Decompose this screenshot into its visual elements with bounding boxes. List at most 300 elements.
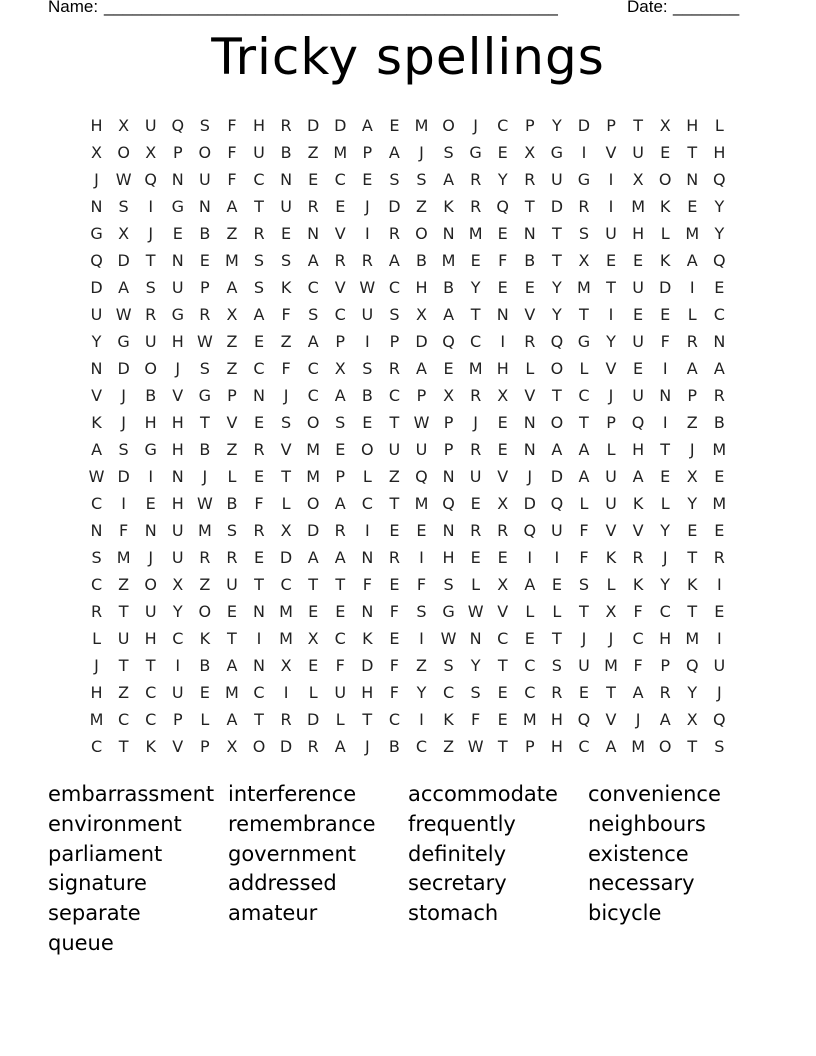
grid-letter: H <box>144 629 157 648</box>
grid-letter: C <box>145 683 157 702</box>
word-bank-item: interference <box>228 782 357 806</box>
grid-letter: R <box>307 737 319 756</box>
grid-letter: F <box>389 656 399 675</box>
grid-letter: P <box>362 143 373 162</box>
grid-letter: T <box>551 629 562 648</box>
grid-letter: L <box>552 602 562 621</box>
grid-letter: N <box>496 305 509 324</box>
grid-letter: K <box>443 710 454 729</box>
word-bank-item: separate <box>48 901 141 926</box>
grid-letter: K <box>280 278 292 297</box>
grid-letter: K <box>362 629 373 648</box>
grid-letter: T <box>389 494 400 513</box>
grid-row <box>83 274 733 301</box>
grid-letter: T <box>687 602 698 621</box>
grid-letter: L <box>579 359 589 378</box>
grid-letter: J <box>283 386 289 405</box>
grid-letter: F <box>227 143 237 162</box>
grid-letter: C <box>307 359 319 378</box>
grid-letter: O <box>144 575 157 594</box>
grid-letter: U <box>361 305 374 324</box>
grid-letter: I <box>419 548 424 567</box>
grid-row <box>83 328 733 355</box>
grid-letter: S <box>443 143 454 162</box>
grid-letter: E <box>172 224 183 243</box>
grid-letter: T <box>308 575 319 594</box>
grid-letter: C <box>118 710 130 729</box>
grid-letter: N <box>307 224 320 243</box>
grid-letter: C <box>632 629 644 648</box>
grid-letter: F <box>633 602 643 621</box>
grid-letter: P <box>172 710 183 729</box>
name-label: Name: <box>48 0 99 16</box>
grid-letter: X <box>659 116 671 135</box>
grid-letter: X <box>118 116 130 135</box>
grid-letter: N <box>198 197 211 216</box>
grid-letter: N <box>171 251 184 270</box>
grid-letter: E <box>389 521 400 540</box>
grid-letter: A <box>334 548 346 567</box>
grid-letter: Q <box>713 710 726 729</box>
grid-letter: A <box>686 251 698 270</box>
grid-letter: V <box>334 278 346 297</box>
grid-letter: P <box>200 278 210 297</box>
grid-letter: D <box>550 467 564 486</box>
grid-letter: M <box>631 197 645 216</box>
grid-letter: V <box>497 467 509 486</box>
grid-letter: X <box>497 575 509 594</box>
grid-letter: Z <box>307 143 319 162</box>
grid-letter: U <box>171 278 184 297</box>
grid-letter: Q <box>713 251 726 270</box>
grid-letter: C <box>145 710 157 729</box>
grid-letter: N <box>253 656 265 675</box>
grid-letter: S <box>335 413 346 432</box>
page-title: Tricky spellings <box>211 28 605 86</box>
grid-letter: I <box>716 575 722 594</box>
grid-letter: C <box>280 575 292 594</box>
grid-letter: S <box>145 278 156 297</box>
grid-letter: O <box>198 143 212 162</box>
word-bank-item: frequently <box>408 811 516 836</box>
grid-letter: V <box>172 737 184 756</box>
grid-letter: O <box>442 116 455 135</box>
grid-letter: A <box>307 548 319 567</box>
grid-letter: T <box>606 683 616 702</box>
grid-letter: R <box>226 548 238 567</box>
grid-row <box>83 706 733 733</box>
grid-letter: Y <box>551 278 562 297</box>
grid-letter: S <box>551 656 562 675</box>
grid-letter: W <box>88 467 105 486</box>
grid-letter: S <box>578 224 590 243</box>
grid-letter: N <box>361 602 374 621</box>
grid-letter: O <box>117 143 130 162</box>
grid-letter: A <box>632 683 644 702</box>
grid-letter: J <box>689 440 695 459</box>
grid-letter: P <box>443 413 454 432</box>
grid-letter: S <box>443 575 454 594</box>
grid-row <box>83 625 733 652</box>
grid-letter: A <box>226 278 238 297</box>
grid-letter: J <box>473 413 478 432</box>
grid-letter: G <box>198 386 212 405</box>
grid-letter: R <box>470 440 482 459</box>
grid-row <box>83 598 733 625</box>
grid-letter: L <box>606 440 616 459</box>
grid-letter: R <box>497 521 509 540</box>
grid-letter: D <box>117 251 130 270</box>
grid-letter: A <box>578 440 590 459</box>
grid-letter: C <box>388 386 400 405</box>
grid-letter: J <box>635 710 641 729</box>
grid-letter: J <box>608 386 614 405</box>
grid-letter: Q <box>171 116 185 135</box>
grid-letter: D <box>415 332 428 351</box>
grid-letter: H <box>361 683 374 702</box>
grid-letter: V <box>172 386 184 405</box>
grid-letter: U <box>551 521 563 540</box>
grid-letter: H <box>713 143 726 162</box>
grid-letter: V <box>524 305 536 324</box>
grid-letter: Y <box>470 278 481 297</box>
grid-letter: T <box>497 656 508 675</box>
grid-letter: U <box>713 656 726 675</box>
grid-letter: H <box>686 116 699 135</box>
grid-letter: R <box>334 251 346 270</box>
grid-letter: H <box>550 710 563 729</box>
grid-letter: R <box>253 440 265 459</box>
grid-letter: E <box>389 575 400 594</box>
grid-letter: I <box>419 629 424 648</box>
grid-letter: X <box>497 494 509 513</box>
grid-letter: F <box>254 494 264 513</box>
grid-letter: X <box>443 386 455 405</box>
grid-letter: T <box>118 737 129 756</box>
grid-letter: W <box>413 413 430 432</box>
grid-letter: X <box>605 602 617 621</box>
grid-letter: U <box>551 170 563 189</box>
grid-letter: I <box>581 143 587 162</box>
grid-letter: Y <box>551 305 562 324</box>
grid-letter: A <box>226 656 238 675</box>
grid-letter: N <box>523 440 536 459</box>
grid-letter: N <box>442 521 455 540</box>
grid-letter: T <box>606 278 616 297</box>
grid-letter: T <box>227 629 237 648</box>
grid-letter: X <box>280 521 292 540</box>
grid-letter: T <box>687 548 698 567</box>
grid-letter: Q <box>713 170 726 189</box>
grid-letter: R <box>361 251 373 270</box>
grid-letter: H <box>90 116 103 135</box>
grid-letter: S <box>416 602 427 621</box>
grid-letter: Z <box>226 332 238 351</box>
grid-letter: A <box>334 737 346 756</box>
grid-letter: I <box>364 224 370 243</box>
word-bank-item: government <box>228 841 357 866</box>
grid-letter: H <box>659 629 672 648</box>
grid-letter: E <box>416 521 427 540</box>
grid-letter: Q <box>442 494 455 513</box>
grid-letter: H <box>496 359 509 378</box>
grid-letter: E <box>660 143 671 162</box>
grid-letter: X <box>415 305 427 324</box>
grid-letter: F <box>281 305 291 324</box>
grid-letter: D <box>307 710 320 729</box>
grid-letter: E <box>633 251 644 270</box>
grid-letter: H <box>442 548 455 567</box>
grid-letter: I <box>283 683 289 702</box>
grid-letter: E <box>443 359 454 378</box>
grid-letter: E <box>226 602 237 621</box>
grid-letter: Z <box>118 575 130 594</box>
grid-letter: X <box>524 143 536 162</box>
grid-letter: J <box>716 683 722 702</box>
grid-letter: S <box>308 305 319 324</box>
grid-letter: C <box>388 710 400 729</box>
grid-letter: E <box>714 521 725 540</box>
grid-letter: V <box>632 521 644 540</box>
grid-letter: V <box>605 359 617 378</box>
grid-letter: V <box>280 440 292 459</box>
grid-letter: T <box>524 197 535 216</box>
grid-letter: G <box>469 143 482 162</box>
grid-letter: M <box>712 440 727 459</box>
grid-letter: E <box>660 305 671 324</box>
grid-letter: Z <box>388 467 400 486</box>
grid-letter: T <box>389 413 400 432</box>
grid-row <box>83 355 733 382</box>
grid-letter: I <box>256 629 262 648</box>
grid-letter: R <box>524 170 536 189</box>
grid-letter: U <box>415 440 428 459</box>
grid-letter: I <box>148 197 154 216</box>
grid-letter: J <box>608 629 614 648</box>
grid-letter: B <box>199 440 211 459</box>
grid-letter: M <box>414 116 429 135</box>
grid-letter: U <box>578 656 590 675</box>
grid-letter: Z <box>226 224 238 243</box>
grid-letter: Q <box>550 332 564 351</box>
grid-letter: B <box>415 251 427 270</box>
grid-letter: E <box>335 440 346 459</box>
word-bank-item: parliament <box>48 841 163 866</box>
grid-letter: W <box>467 737 484 756</box>
grid-letter: Z <box>415 656 427 675</box>
grid-letter: I <box>148 467 154 486</box>
grid-letter: P <box>443 440 454 459</box>
grid-letter: X <box>280 656 292 675</box>
grid-letter: K <box>605 548 617 567</box>
grid-letter: E <box>497 224 508 243</box>
grid-letter: Z <box>280 332 292 351</box>
grid-letter: I <box>608 305 614 324</box>
grid-letter: F <box>660 332 670 351</box>
date-label: Date: <box>627 0 668 16</box>
grid-letter: G <box>171 305 184 324</box>
grid-letter: V <box>226 413 238 432</box>
grid-letter: Q <box>90 251 103 270</box>
grid-letter: L <box>471 575 481 594</box>
grid-letter: C <box>497 629 509 648</box>
grid-letter: C <box>90 737 103 756</box>
grid-letter: B <box>226 494 238 513</box>
grid-letter: U <box>632 278 644 297</box>
grid-letter: A <box>713 359 725 378</box>
grid-letter: N <box>90 521 103 540</box>
grid-letter: K <box>659 197 671 216</box>
grid-letter: E <box>633 359 644 378</box>
grid-letter: E <box>497 278 508 297</box>
grid-letter: F <box>389 602 399 621</box>
grid-letter: R <box>578 197 590 216</box>
grid-letter: N <box>253 602 265 621</box>
grid-letter: H <box>632 440 645 459</box>
grid-letter: K <box>443 197 454 216</box>
word-bank-item: queue <box>48 930 114 955</box>
grid-letter: B <box>443 278 455 297</box>
grid-letter: Y <box>714 197 725 216</box>
grid-letter: M <box>89 710 104 729</box>
grid-letter: T <box>254 575 264 594</box>
grid-letter: E <box>335 197 346 216</box>
word-bank-item: convenience <box>588 782 721 806</box>
grid-letter: H <box>171 440 184 459</box>
grid-letter: K <box>199 629 211 648</box>
grid-letter: C <box>307 278 319 297</box>
date-blank-line: _______ <box>673 0 740 16</box>
grid-letter: D <box>577 116 591 135</box>
grid-letter: J <box>581 629 587 648</box>
grid-letter: Q <box>685 656 699 675</box>
grid-letter: F <box>362 575 372 594</box>
grid-letter: E <box>253 332 265 351</box>
grid-row <box>83 652 733 679</box>
grid-letter: X <box>578 251 590 270</box>
grid-letter: F <box>227 170 237 189</box>
grid-letter: A <box>388 251 400 270</box>
grid-letter: S <box>470 683 481 702</box>
grid-letter: U <box>198 170 211 189</box>
grid-letter: G <box>117 332 130 351</box>
grid-letter: H <box>632 224 645 243</box>
grid-letter: X <box>226 737 238 756</box>
grid-letter: S <box>714 737 725 756</box>
grid-letter: C <box>253 170 265 189</box>
grid-letter: S <box>118 440 129 459</box>
grid-letter: O <box>550 359 564 378</box>
grid-letter: S <box>578 575 590 594</box>
grid-letter: A <box>632 467 644 486</box>
grid-letter: H <box>415 278 428 297</box>
grid-letter: H <box>550 737 563 756</box>
grid-row <box>83 193 733 220</box>
grid-letter: U <box>90 305 103 324</box>
grid-letter: D <box>550 197 564 216</box>
word-search-grid <box>83 112 733 762</box>
grid-letter: W <box>196 332 213 351</box>
grid-letter: L <box>579 494 589 513</box>
grid-letter: X <box>118 224 130 243</box>
grid-letter: E <box>633 305 644 324</box>
grid-letter: G <box>442 602 455 621</box>
grid-row <box>83 517 733 544</box>
grid-letter: I <box>500 332 506 351</box>
grid-letter: J <box>473 116 478 135</box>
grid-letter: H <box>171 332 184 351</box>
grid-letter: J <box>94 656 99 675</box>
grid-letter: D <box>279 737 293 756</box>
grid-letter: T <box>579 305 589 324</box>
grid-letter: I <box>716 629 722 648</box>
grid-letter: R <box>253 521 265 540</box>
grid-letter: L <box>362 467 372 486</box>
name-blank-line: ________________________________________________ <box>104 0 558 16</box>
grid-letter: X <box>686 710 698 729</box>
grid-letter: I <box>121 494 126 513</box>
grid-letter: M <box>306 467 321 486</box>
grid-letter: N <box>361 548 374 567</box>
grid-letter: S <box>362 359 373 378</box>
word-bank-item: bicycle <box>588 901 662 926</box>
grid-letter: A <box>524 575 536 594</box>
grid-letter: Y <box>497 170 508 189</box>
grid-letter: R <box>199 305 211 324</box>
grid-letter: M <box>577 278 591 297</box>
grid-letter: Y <box>660 521 671 540</box>
grid-letter: B <box>388 737 400 756</box>
grid-letter: E <box>497 413 508 432</box>
grid-letter: W <box>359 278 376 297</box>
grid-letter: P <box>389 332 400 351</box>
grid-letter: Z <box>226 359 238 378</box>
grid-letter: A <box>91 440 103 459</box>
grid-letter: O <box>198 602 212 621</box>
grid-letter: B <box>361 386 373 405</box>
grid-letter: E <box>497 710 508 729</box>
grid-letter: L <box>687 305 697 324</box>
grid-letter: E <box>253 548 265 567</box>
grid-letter: B <box>713 413 725 432</box>
grid-letter: K <box>632 575 644 594</box>
grid-letter: R <box>307 197 319 216</box>
grid-letter: R <box>90 602 103 621</box>
grid-letter: E <box>335 602 346 621</box>
grid-letter: R <box>524 332 536 351</box>
grid-letter: J <box>662 548 668 567</box>
grid-letter: N <box>90 197 103 216</box>
grid-letter: D <box>307 521 320 540</box>
grid-letter: U <box>171 548 184 567</box>
grid-letter: E <box>362 413 373 432</box>
grid-letter: M <box>712 494 727 513</box>
grid-row <box>83 247 733 274</box>
grid-letter: N <box>713 332 726 351</box>
grid-letter: Q <box>415 467 428 486</box>
grid-letter: A <box>118 278 130 297</box>
grid-letter: R <box>253 224 265 243</box>
grid-letter: C <box>442 683 455 702</box>
grid-letter: T <box>551 224 562 243</box>
grid-letter: O <box>415 224 428 243</box>
grid-letter: P <box>660 656 670 675</box>
grid-letter: E <box>253 413 265 432</box>
grid-letter: S <box>253 278 265 297</box>
grid-letter: P <box>200 737 210 756</box>
grid-letter: S <box>443 656 454 675</box>
grid-letter: L <box>660 224 670 243</box>
